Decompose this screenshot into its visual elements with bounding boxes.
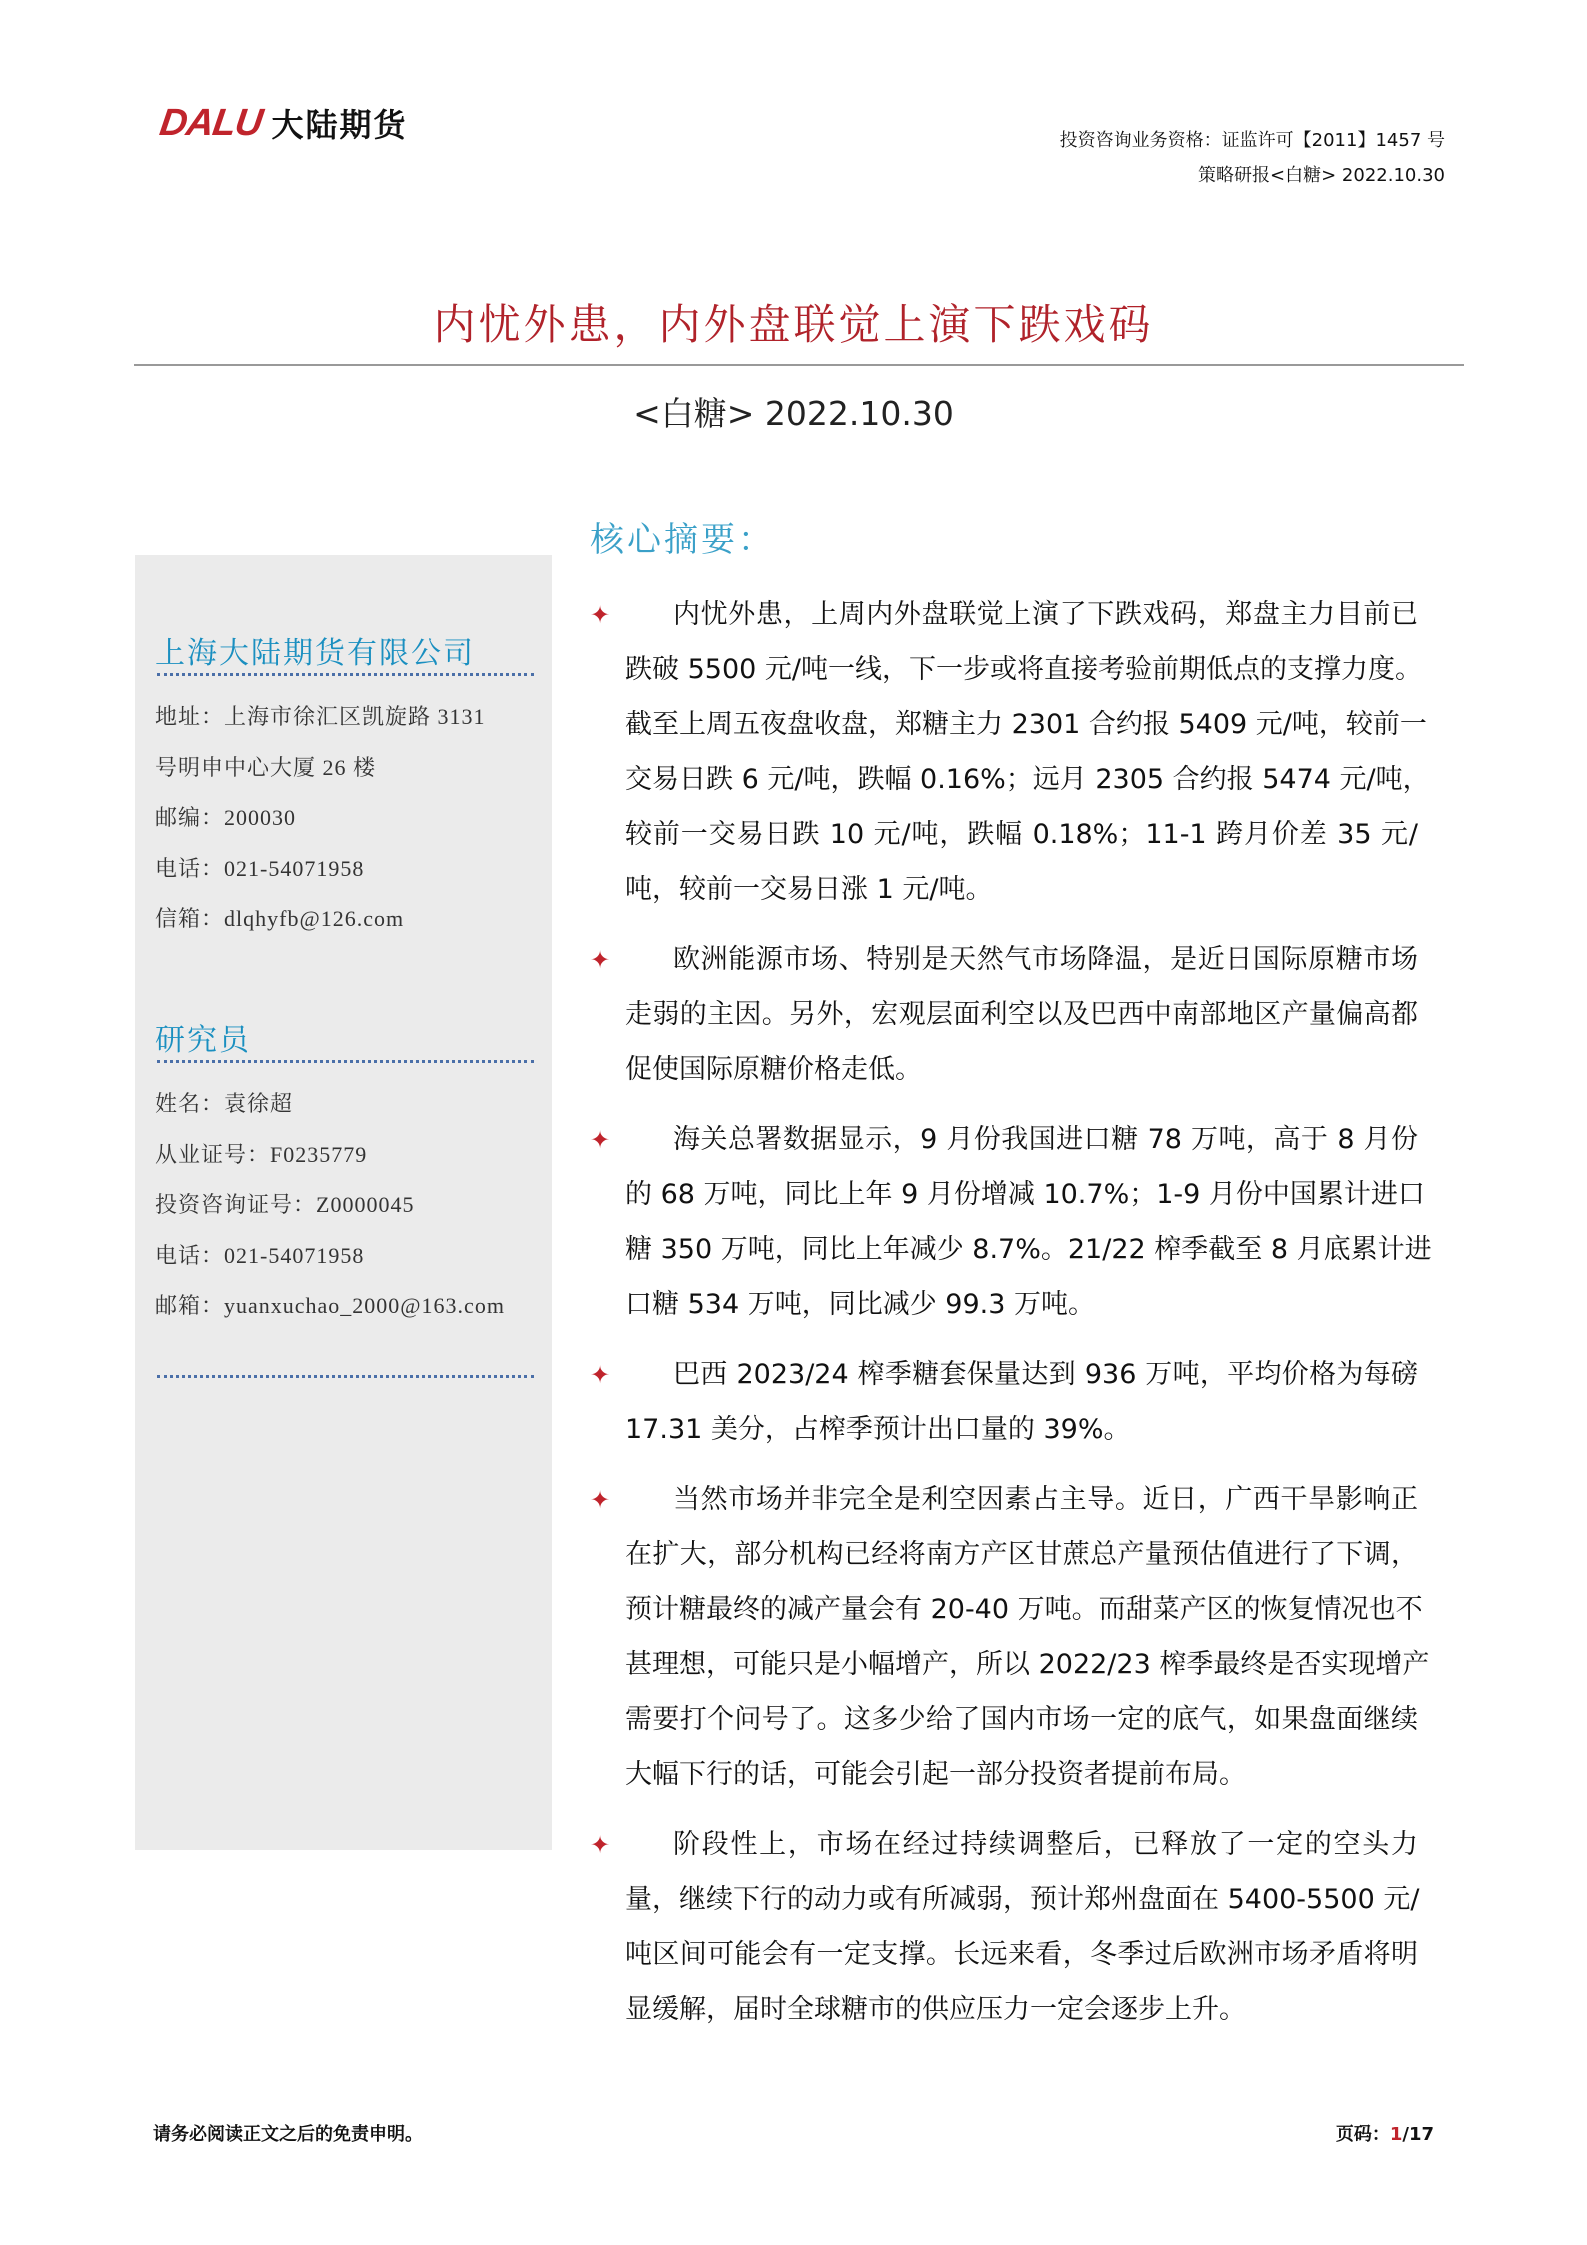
paragraph-line: 截至上周五夜盘收盘，郑糖主力 2301 合约报 5409 元/吨，较前一 [625,709,1427,740]
summary-paragraph [590,1347,1420,1457]
researcher-info-line: 邮箱：yuanxuchao_2000@163.com [155,1293,505,1318]
paragraph-line: 走弱的主因。另外，宏观层面利空以及巴西中南部地区产量偏高都 [625,999,1418,1030]
summary-paragraph [590,1472,1430,1802]
company-heading: 上海大陆期货有限公司 [155,636,475,671]
paragraph-line: 糖 350 万吨，同比上年减少 8.7%。21/22 榨季截至 8 月底累计进 [625,1234,1432,1265]
paragraph-line: 的 68 万吨，同比上年 9 月份增减 10.7%；1-9 月份中国累计进口 [625,1179,1425,1210]
summary-heading: 核心摘要： [590,520,775,560]
paragraph-line: 口糖 534 万吨，同比减少 99.3 万吨。 [625,1289,1095,1320]
page-label: 页码： [1335,2124,1390,2145]
company-info-line: 邮编：200030 [155,805,297,830]
logo-name: 大陆期货 [271,106,408,144]
paragraph-line: 甚理想，可能只是小幅增产，所以 2022/23 榨季最终是否实现增产 [625,1649,1430,1680]
paragraph-line: 预计糖最终的减产量会有 20-40 万吨。而甜菜产区的恢复情况也不 [625,1594,1423,1625]
paragraph-line: 大幅下行的话，可能会引起一部分投资者提前布局。 [625,1759,1246,1790]
paragraph-line: 较前一交易日跌 10 元/吨，跌幅 0.18%；11-1 跨月价差 35 元/ [625,819,1418,850]
paragraph-line: 欧洲能源市场、特别是天然气市场降温，是近日国际原糖市场 [673,944,1418,975]
disclaimer-note: 请务必阅读正文之后的免责申明。 [153,2124,423,2145]
company-info-line: 信箱：dlqhyfb@126.com [155,906,405,931]
title-divider [134,364,1464,366]
diamond-bullet-icon: ✦ [590,1361,611,1389]
diamond-bullet-icon: ✦ [590,946,611,974]
researcher-info-line: 姓名：袁徐超 [155,1091,294,1116]
researcher-heading: 研究员 [155,1023,251,1058]
page-current: 1 [1389,2124,1403,2145]
paragraph-line: 在扩大，部分机构已经将南方产区甘蔗总产量预估值进行了下调， [625,1539,1418,1570]
divider [157,1375,534,1378]
paragraph-line: 海关总署数据显示，9 月份我国进口糖 78 万吨，高于 8 月份 [673,1124,1418,1155]
divider [157,1060,534,1063]
paragraph-line: 吨区间可能会有一定支撑。长远来看，冬季过后欧洲市场矛盾将明 [625,1939,1418,1970]
company-info-line: 号明申中心大厦 26 楼 [155,754,377,780]
diamond-bullet-icon: ✦ [590,1486,611,1514]
researcher-info-line: 投资咨询证号：Z0000045 [155,1192,415,1217]
paragraph-line: 促使国际原糖价格走低。 [625,1054,922,1085]
researcher-info-line: 电话：021-54071958 [155,1242,365,1268]
diamond-bullet-icon: ✦ [590,601,611,629]
page-title: 内忧外患，内外盘联觉上演下跌戏码 [433,300,1154,349]
diamond-bullet-icon: ✦ [590,1126,611,1154]
paragraph-line: 阶段性上，市场在经过持续调整后，已释放了一定的空头力 [673,1829,1418,1860]
diamond-bullet-icon: ✦ [590,1831,611,1859]
page-subtitle: <白糖> 2022.10.30 [633,394,954,433]
license-text: 投资咨询业务资格：证监许可【2011】1457 号 [1059,130,1445,151]
company-info-line: 地址：上海市徐汇区凯旋路 3131 [155,704,486,729]
paragraph-line: 当然市场并非完全是利空因素占主导。近日，广西干旱影响正 [673,1484,1418,1515]
paragraph-line: 显缓解，届时全球糖市的供应压力一定会逐步上升。 [625,1994,1246,2025]
paragraph-line: 需要打个问号了。这多少给了国内市场一定的底气，如果盘面继续 [625,1704,1418,1735]
page-number [1336,2120,1434,2146]
page-total: /17 [1402,2124,1434,2145]
company-info-line: 电话：021-54071958 [155,855,365,881]
researcher-info-line: 从业证号：F0235779 [155,1141,368,1167]
paragraph-line: 17.31 美分，占榨季预计出口量的 39%。 [625,1414,1131,1445]
report-tag: 策略研报<白糖> 2022.10.30 [1198,165,1445,186]
paragraph-line: 量，继续下行的动力或有所减弱，预计郑州盘面在 5400-5500 元/ [625,1884,1420,1915]
divider [157,673,534,676]
summary-paragraph [590,1112,1432,1332]
paragraph-line: 交易日跌 6 元/吨，跌幅 0.16%；远月 2305 合约报 5474 元/吨， [625,764,1430,795]
summary-paragraph [590,1817,1420,2037]
paragraph-line: 巴西 2023/24 榨季糖套保量达到 936 万吨，平均价格为每磅 [673,1359,1418,1390]
paragraph-line: 跌破 5500 元/吨一线，下一步或将直接考验前期低点的支撑力度。 [625,654,1422,685]
summary-paragraph [590,932,1420,1097]
paragraph-line: 内忧外患，上周内外盘联觉上演了下跌戏码，郑盘主力目前已 [673,599,1418,630]
paragraph-line: 吨，较前一交易日涨 1 元/吨。 [625,874,993,905]
summary-paragraph [590,587,1430,917]
logo-mark: DALU [157,101,265,144]
company-logo [157,100,408,146]
